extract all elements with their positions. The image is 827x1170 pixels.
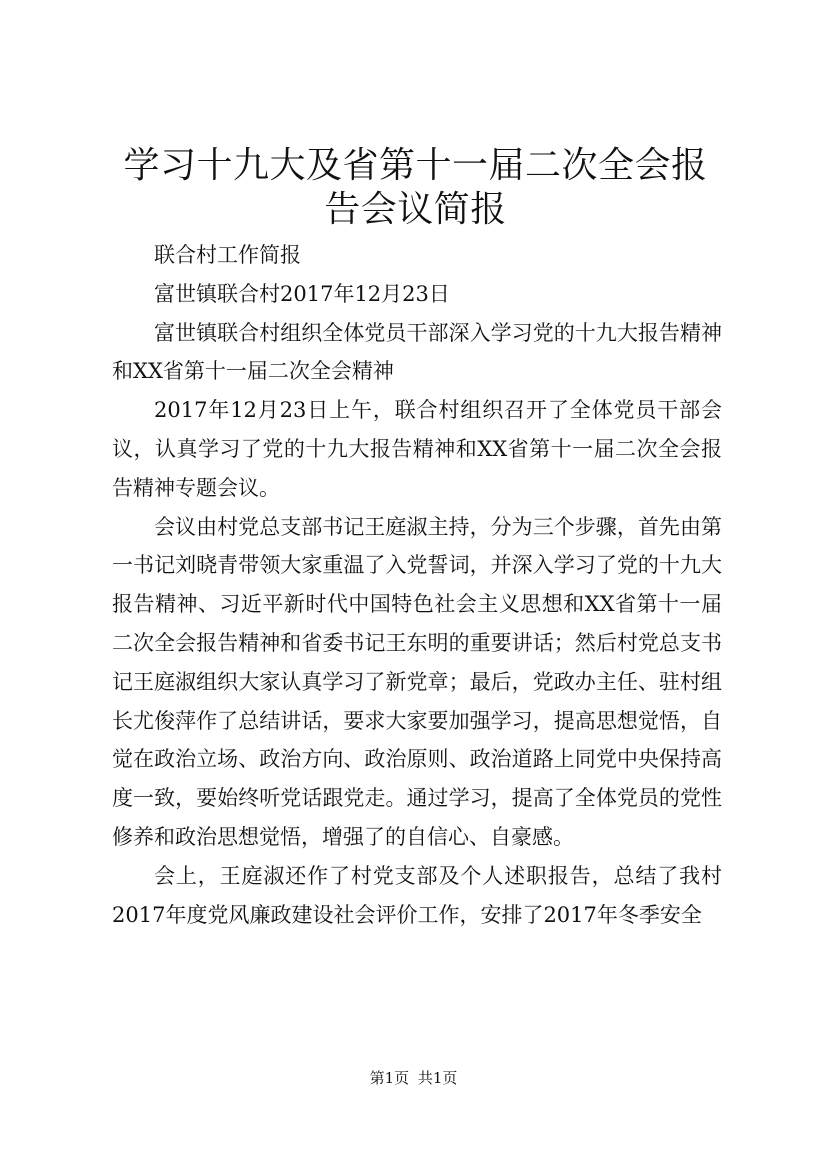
page-number: 第1页 <box>369 1069 410 1087</box>
paragraph-report: 会上，王庭淑还作了村党支部及个人述职报告，总结了我村2017年度党风廉政建设社会评价工作，安排了2017年冬季安全 <box>112 863 722 927</box>
paragraph-intro: 2017年12月23日上午，联合村组织召开了全体党员干部会议，认真学习了党的十九大报告精神和XX省第十一届二次全会报告精神专题会议。 <box>112 398 722 500</box>
page-footer <box>0 1068 827 1088</box>
paragraph-dateline: 富世镇联合村2017年12月23日 <box>154 281 450 306</box>
document-title: 学习十九大及省第十一届二次全会报告会议简报 <box>123 145 708 230</box>
paragraph-newsletter-name: 联合村工作简报 <box>154 243 301 267</box>
page-total: 共1页 <box>417 1069 458 1087</box>
paragraph-headline: 富世镇联合村组织全体党员干部深入学习党的十九大报告精神和XX省第十一届二次全会精神 <box>112 320 722 384</box>
paragraph-meeting-details: 会议由村党总支部书记王庭淑主持，分为三个步骤，首先由第一书记刘晓青带领大家重温了入党誓词，并深入学习了党的十九大报告精神、习近平新时代中国特色社会主义思想和XX省第十一届二次全会报告精神和省委书记王东明的重要讲话；然后村党总支书记王庭淑组织大家认真学习了新党章；最后，党政办主任、驻村组长尤俊萍作了总结讲话，要求大家要加强学习，提高思想觉悟，自觉在政治立场、政治方向、政治原则、政治道路上同党中央保持高度一致，要始终听党话跟党走。通过学习，提高了全体党员的党性修养和政治思想觉悟，增强了的自信心、自豪感。 <box>112 514 722 849</box>
document-body <box>112 236 722 934</box>
